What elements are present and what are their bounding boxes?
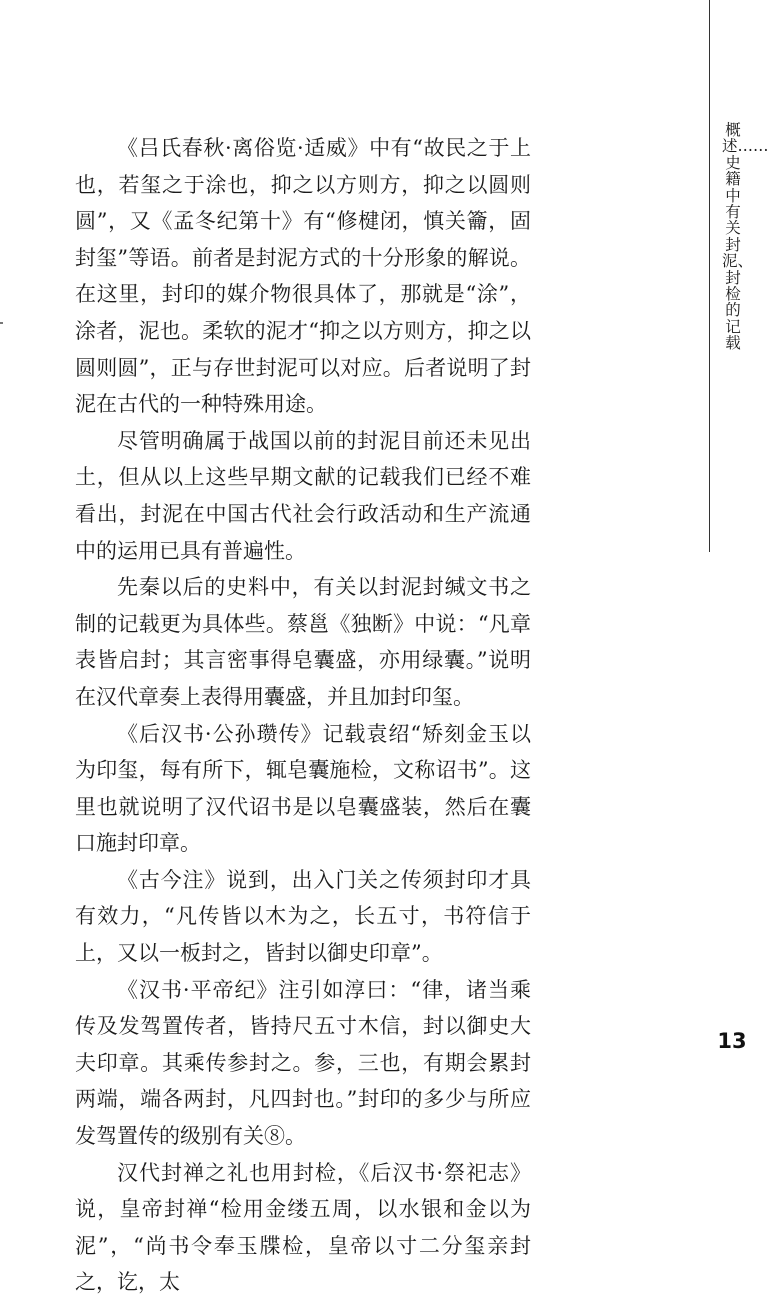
- paragraph-6: 《汉书·平帝纪》注引如淳曰：“律，诸当乘传及发驾置传者，皆持尺五寸木信，封以御史大夫印章。其乘传参封之。参，三也，有期会累封两端，端各两封，凡四封也。”封印的多少与所应发驾置传的级别有关⑧。: [75, 977, 531, 1149]
- margin-tick: [0, 322, 3, 324]
- paragraph-1: 《吕氏春秋·离俗览·适威》中有“故民之于上也，若玺之于涂也，抑之以方则方，抑之以圆则圆”，又《孟冬纪第十》有“修楗闭，慎关籥，固封玺”等语。前者是封泥方式的十分形象的解说。在这里，封印的媒介物很具体了，那就是“涂”，涂者，泥也。柔软的泥才“抑之以方则方，抑之以圆则圆”，正与存世封泥可以对应。后者说明了封泥在古代的一种特殊用途。: [75, 136, 531, 417]
- running-header-rule: [709, 0, 710, 552]
- paragraph-4: 《后汉书·公孙瓒传》记载袁绍“矫刻金玉以为印玺，每有所下，辄皂囊施检，文称诏书”。这里也就说明了汉代诏书是以皂囊盛装，然后在囊口施封印章。: [75, 721, 531, 856]
- paragraph-2: 尽管明确属于战国以前的封泥目前还未见出土，但从以上这些早期文献的记载我们已经不难看出，封泥在中国古代社会行政活动和生产流通中的运用已具有普遍性。: [75, 428, 531, 563]
- running-header: 概述……史籍中有关封泥、封检的记载: [722, 121, 769, 353]
- body-text: [75, 130, 531, 1301]
- paragraph-5: 《古今注》说到，出入门关之传须封印才具有效力，“凡传皆以木为之，长五寸，书符信于上，又以一板封之，皆封以御史印章”。: [75, 867, 531, 966]
- page-number: 13: [717, 1029, 747, 1053]
- paragraph-3: 先秦以后的史料中，有关以封泥封缄文书之制的记载更为具体些。蔡邕《独断》中说：“凡章表皆启封；其言密事得皂囊盛，亦用绿囊。”说明在汉代章奏上表得用囊盛，并且加封印玺。: [75, 575, 531, 709]
- paragraph-7: 汉代封禅之礼也用封检，《后汉书·祭祀志》说，皇帝封禅“检用金缕五周，以水银和金以为泥”，“尚书令奉玉牒检，皇帝以寸二分玺亲封之，讫，太: [75, 1160, 531, 1295]
